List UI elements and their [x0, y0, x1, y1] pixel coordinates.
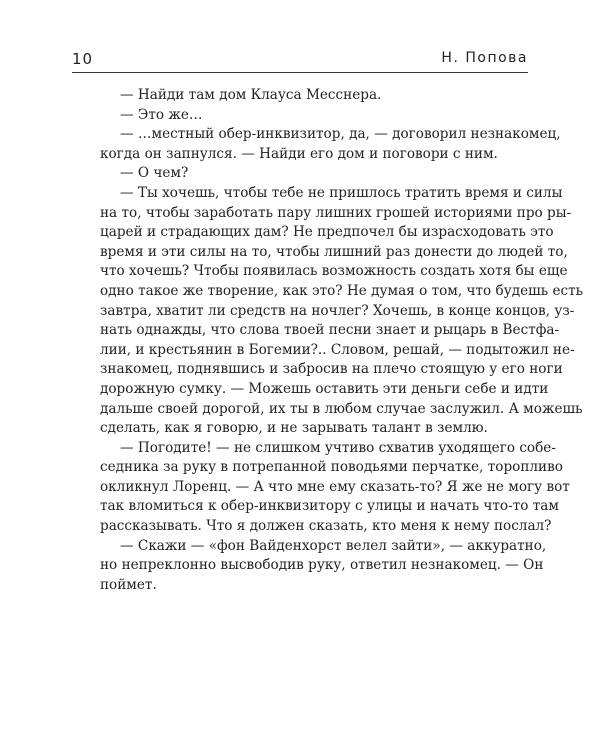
text-line: лии, и крестьянин в Богемии?.. Словом, решай, — подытожил не- [100, 341, 575, 358]
paragraph [100, 537, 547, 596]
paragraph [100, 86, 500, 106]
text-line: поймет. [100, 576, 157, 593]
text-line: окликнул Лоренц. — А что мне ему сказать-то? Я же не могу вот [100, 478, 570, 495]
paragraph [100, 125, 561, 164]
text-line: сделать, как я говорю, и не зарывать талант в землю. [100, 420, 488, 437]
running-head-author: Н. Попова [441, 50, 528, 66]
paragraph [100, 184, 584, 439]
text-line: нать однажды, что слова твоей песни знает и рыцарь в Вестфа- [100, 322, 560, 339]
text-line: — О чем? [120, 165, 189, 182]
text-line: дальше своей дорогой, их ты в любом случае заслужил. А можешь [100, 400, 583, 417]
text-line: одно такое же творение, как это? Не думая о том, что будешь есть [100, 282, 584, 299]
text-line: — Скажи — «фон Вайденхорст велел зайти», — аккуратно, [120, 537, 547, 554]
text-line: — Погодите! — не слишком учтиво схватив уходящего собе- [120, 439, 556, 456]
text-line: дорожную сумку. — Можешь оставить эти деньги себе и идти [100, 380, 549, 397]
text-line: царей и страдающих дам? Не предпочел бы израсходовать это [100, 224, 554, 241]
body-text [100, 86, 584, 595]
text-line: — …местный обер-инквизитор, да, — договорил незнакомец, [120, 126, 561, 143]
text-line: завтра, хватит ли средств на ночлег? Хочешь, в конце концов, уз- [100, 302, 575, 319]
text-line: рассказывать. Что я должен сказать, кто меня к нему послал? [100, 518, 552, 535]
text-line: знакомец, поднявшись и забросив на плечо стоящую у его ноги [100, 361, 563, 378]
text-line: время и эти силы на то, чтобы лишний раз донести до людей то, [100, 243, 568, 260]
text-line: — Найди там дом Клауса Месснера. [120, 87, 382, 103]
paragraph [100, 164, 500, 184]
text-line: на то, чтобы заработать пару лишних грошей историями про ры- [100, 204, 572, 221]
text-line: — Это же… [120, 106, 203, 123]
page-header [72, 50, 528, 73]
text-line: но непреклонно высвободив руку, ответил незнакомец. — Он [100, 557, 544, 574]
paragraph [100, 439, 570, 537]
text-line: что хочешь? Чтобы появилась возможность создать хотя бы еще [100, 263, 568, 280]
text-line: так вломиться к обер-инквизитору с улицы и начать что-то там [100, 498, 559, 515]
text-line: — Ты хочешь, чтобы тебе не пришлось тратить время и силы [120, 184, 563, 201]
paragraph [100, 106, 500, 126]
page-number: 10 [72, 50, 94, 68]
text-line: когда он запнулся. — Найди его дом и поговори с ним. [100, 145, 498, 162]
text-line: седника за руку в потрепанной поводьями перчатке, торопливо [100, 459, 563, 476]
